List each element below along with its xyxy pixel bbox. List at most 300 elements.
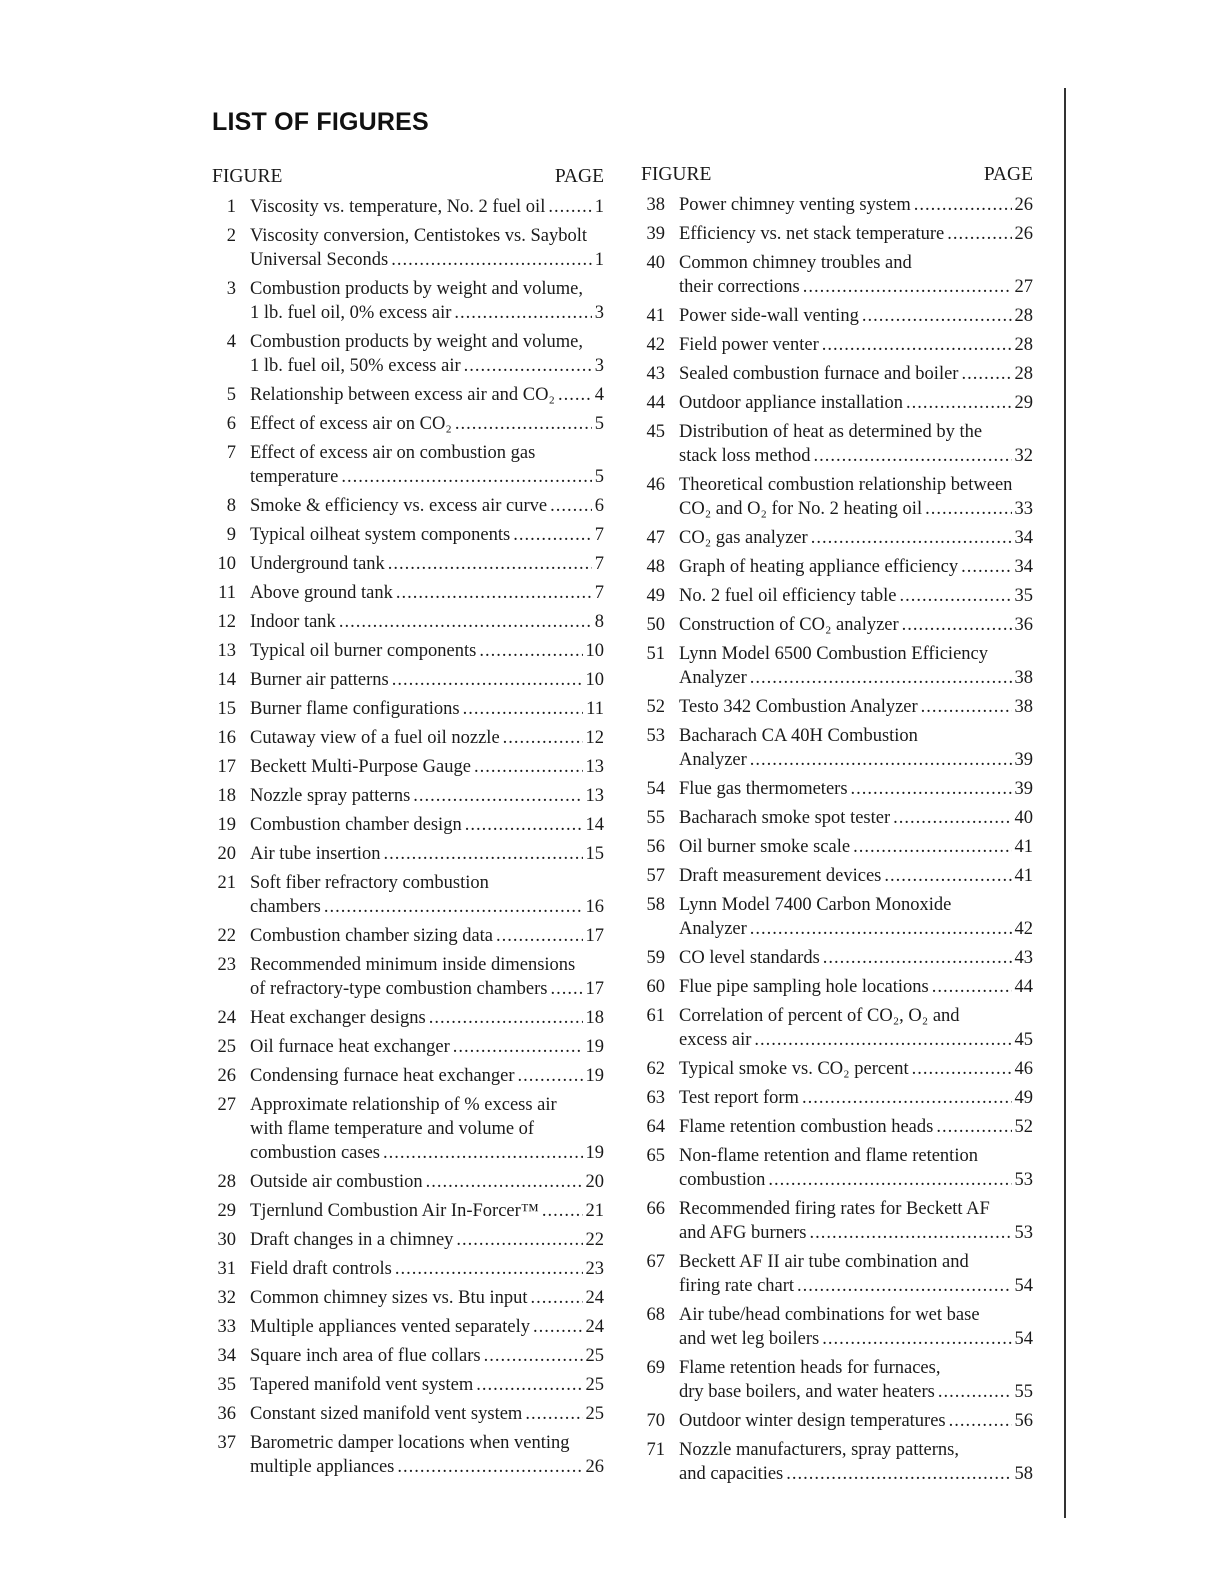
figure-caption bbox=[679, 251, 1033, 299]
figure-caption bbox=[250, 1093, 604, 1165]
figure-caption bbox=[250, 330, 604, 378]
page-number: 34 bbox=[1014, 557, 1033, 577]
caption-text: temperature bbox=[250, 467, 339, 487]
page-number: 17 bbox=[585, 979, 604, 999]
figure-number: 51 bbox=[646, 644, 665, 664]
figure-entry bbox=[212, 1006, 604, 1030]
caption-line bbox=[250, 953, 604, 977]
figure-entry bbox=[212, 639, 604, 663]
figure-entry bbox=[641, 420, 1033, 468]
figure-entry bbox=[641, 613, 1033, 637]
figure-list-right-column bbox=[641, 162, 1033, 1486]
caption-line bbox=[250, 494, 604, 518]
caption-text: Above ground tank bbox=[250, 583, 393, 603]
figure-number: 23 bbox=[217, 955, 236, 975]
figure-caption bbox=[250, 277, 604, 325]
caption-text: Efficiency vs. net stack temperature bbox=[679, 224, 945, 244]
figure-caption bbox=[250, 412, 604, 436]
figure-entry bbox=[641, 724, 1033, 772]
figure-caption bbox=[679, 806, 1033, 830]
caption-line bbox=[250, 813, 604, 837]
page-number: 25 bbox=[585, 1346, 604, 1366]
figure-caption bbox=[679, 1086, 1033, 1110]
caption-line bbox=[679, 917, 1033, 941]
dot-leader bbox=[341, 465, 591, 489]
figure-column-label: FIGURE bbox=[641, 164, 712, 185]
caption-text: Underground tank bbox=[250, 554, 385, 574]
figure-entry bbox=[641, 835, 1033, 859]
figure-number: 13 bbox=[217, 641, 236, 661]
figure-number: 28 bbox=[217, 1172, 236, 1192]
dot-leader bbox=[853, 835, 1011, 859]
figure-number: 15 bbox=[217, 699, 236, 719]
caption-line bbox=[250, 639, 604, 663]
page-number: 23 bbox=[585, 1259, 604, 1279]
page-number: 36 bbox=[1014, 615, 1033, 635]
caption-line bbox=[679, 695, 1033, 719]
caption-line bbox=[679, 1250, 1033, 1274]
caption-text: Square inch area of flue collars bbox=[250, 1346, 481, 1366]
page-number: 22 bbox=[585, 1230, 604, 1250]
figure-number: 26 bbox=[217, 1066, 236, 1086]
figure-caption bbox=[250, 494, 604, 518]
dot-leader bbox=[396, 581, 592, 605]
caption-text: Correlation of percent of CO₂, O₂ and bbox=[679, 1006, 960, 1026]
dot-leader bbox=[426, 1170, 583, 1194]
figure-entry bbox=[641, 1197, 1033, 1245]
vertical-rule bbox=[1064, 88, 1066, 1518]
caption-line bbox=[679, 1057, 1033, 1081]
dot-leader bbox=[395, 1257, 583, 1281]
caption-line bbox=[250, 1286, 604, 1310]
caption-text: Approximate relationship of % excess air bbox=[250, 1095, 557, 1115]
figure-entry bbox=[641, 304, 1033, 328]
figure-entry bbox=[641, 362, 1033, 386]
dot-leader bbox=[496, 924, 582, 948]
page-number: 7 bbox=[594, 583, 604, 603]
figure-caption bbox=[679, 584, 1033, 608]
caption-line bbox=[250, 1199, 604, 1223]
dot-leader bbox=[383, 1141, 583, 1165]
page-number: 34 bbox=[1014, 528, 1033, 548]
caption-line bbox=[679, 304, 1033, 328]
figure-number: 47 bbox=[646, 528, 665, 548]
figure-number: 46 bbox=[646, 475, 665, 495]
page-number: 15 bbox=[585, 844, 604, 864]
caption-line bbox=[679, 362, 1033, 386]
caption-line bbox=[250, 195, 604, 219]
caption-text: Nozzle manufacturers, spray patterns, bbox=[679, 1440, 959, 1460]
figure-caption bbox=[250, 581, 604, 605]
caption-line bbox=[679, 975, 1033, 999]
figure-entry bbox=[212, 953, 604, 1001]
dot-leader bbox=[384, 842, 583, 866]
caption-text: Tapered manifold vent system bbox=[250, 1375, 474, 1395]
figure-caption bbox=[679, 695, 1033, 719]
figure-number: 21 bbox=[217, 873, 236, 893]
dot-leader bbox=[786, 1462, 1011, 1486]
caption-line bbox=[250, 1402, 604, 1426]
caption-text: Field power venter bbox=[679, 335, 819, 355]
caption-line bbox=[250, 1093, 604, 1117]
caption-line bbox=[679, 893, 1033, 917]
caption-line bbox=[250, 842, 604, 866]
caption-text: CO₂ and O₂ for No. 2 heating oil bbox=[679, 499, 923, 519]
page-number: 38 bbox=[1014, 668, 1033, 688]
page-number: 54 bbox=[1014, 1276, 1033, 1296]
page-number: 4 bbox=[594, 385, 604, 405]
figure-number: 18 bbox=[217, 786, 236, 806]
caption-text: combustion bbox=[679, 1170, 766, 1190]
figure-number: 41 bbox=[646, 306, 665, 326]
dot-leader bbox=[932, 975, 1012, 999]
dot-leader bbox=[750, 666, 1012, 690]
figure-caption bbox=[250, 1199, 604, 1223]
dot-leader bbox=[558, 383, 592, 407]
figure-number: 40 bbox=[646, 253, 665, 273]
figure-entry bbox=[212, 1093, 604, 1165]
figure-number: 27 bbox=[217, 1095, 236, 1115]
figure-entry bbox=[212, 697, 604, 721]
figure-caption bbox=[250, 383, 604, 407]
dot-leader bbox=[822, 1327, 1011, 1351]
dot-leader bbox=[823, 946, 1012, 970]
page-number: 39 bbox=[1014, 779, 1033, 799]
dot-leader bbox=[912, 1057, 1012, 1081]
page-number: 25 bbox=[585, 1375, 604, 1395]
figure-entry bbox=[641, 555, 1033, 579]
page-number: 16 bbox=[585, 897, 604, 917]
page-number: 46 bbox=[1014, 1059, 1033, 1079]
caption-text: chambers bbox=[250, 897, 321, 917]
caption-line bbox=[250, 1170, 604, 1194]
page-number: 38 bbox=[1014, 697, 1033, 717]
caption-text: Theoretical combustion relationship between bbox=[679, 475, 1013, 495]
caption-text: Testo 342 Combustion Analyzer bbox=[679, 697, 918, 717]
caption-line bbox=[250, 1257, 604, 1281]
figure-column-label: FIGURE bbox=[212, 166, 283, 187]
caption-line bbox=[250, 412, 604, 436]
figure-entry bbox=[641, 642, 1033, 690]
figure-caption bbox=[679, 391, 1033, 415]
caption-text: Power side-wall venting bbox=[679, 306, 859, 326]
figure-entry bbox=[212, 924, 604, 948]
caption-line bbox=[250, 581, 604, 605]
page-number: 54 bbox=[1014, 1329, 1033, 1349]
caption-text: dry base boilers, and water heaters bbox=[679, 1382, 935, 1402]
figure-entry bbox=[641, 473, 1033, 521]
dot-leader bbox=[768, 1168, 1011, 1192]
caption-text: Flue pipe sampling hole locations bbox=[679, 977, 929, 997]
caption-text: CO level standards bbox=[679, 948, 820, 968]
caption-line bbox=[250, 523, 604, 547]
figure-number: 2 bbox=[226, 226, 236, 246]
dot-leader bbox=[906, 391, 1012, 415]
figure-entry bbox=[212, 1257, 604, 1281]
figure-caption bbox=[250, 1035, 604, 1059]
figure-caption bbox=[250, 639, 604, 663]
figure-entry bbox=[212, 1373, 604, 1397]
figure-entry bbox=[212, 1199, 604, 1223]
caption-line bbox=[679, 748, 1033, 772]
figure-number: 19 bbox=[217, 815, 236, 835]
figure-number: 61 bbox=[646, 1006, 665, 1026]
dot-leader bbox=[811, 526, 1012, 550]
page-number: 27 bbox=[1014, 277, 1033, 297]
caption-line bbox=[679, 1327, 1033, 1351]
page-number: 33 bbox=[1014, 499, 1033, 519]
figure-entry bbox=[212, 195, 604, 219]
page-number: 18 bbox=[585, 1008, 604, 1028]
figure-number: 55 bbox=[646, 808, 665, 828]
figure-caption bbox=[250, 842, 604, 866]
figure-number: 54 bbox=[646, 779, 665, 799]
caption-text: Combustion chamber sizing data bbox=[250, 926, 494, 946]
figure-caption bbox=[679, 1303, 1033, 1351]
caption-text: Effect of excess air on CO₂ bbox=[250, 414, 452, 434]
figure-entry bbox=[641, 975, 1033, 999]
caption-text: Cutaway view of a fuel oil nozzle bbox=[250, 728, 500, 748]
dot-leader bbox=[550, 977, 582, 1001]
caption-text: Tjernlund Combustion Air In-Forcer™ bbox=[250, 1201, 539, 1221]
figure-number: 45 bbox=[646, 422, 665, 442]
figure-caption bbox=[250, 552, 604, 576]
caption-text: Combustion products by weight and volume, bbox=[250, 279, 583, 299]
figure-number: 38 bbox=[646, 195, 665, 215]
caption-line bbox=[679, 1028, 1033, 1052]
caption-text: excess air bbox=[679, 1030, 752, 1050]
page-number: 13 bbox=[585, 786, 604, 806]
caption-line bbox=[250, 1344, 604, 1368]
figure-number: 69 bbox=[646, 1358, 665, 1378]
figure-entry bbox=[212, 1315, 604, 1339]
caption-line bbox=[679, 777, 1033, 801]
figure-entry bbox=[212, 412, 604, 436]
caption-line bbox=[679, 806, 1033, 830]
figure-caption bbox=[679, 555, 1033, 579]
dot-leader bbox=[961, 362, 1011, 386]
figure-caption bbox=[679, 526, 1033, 550]
caption-line bbox=[250, 1431, 604, 1455]
figure-entry bbox=[212, 277, 604, 325]
figure-number: 62 bbox=[646, 1059, 665, 1079]
page-number: 21 bbox=[585, 1201, 604, 1221]
dot-leader bbox=[324, 895, 583, 919]
figure-number: 34 bbox=[217, 1346, 236, 1366]
dot-leader bbox=[803, 275, 1012, 299]
dot-leader bbox=[961, 555, 1011, 579]
figure-entry bbox=[212, 1064, 604, 1088]
dot-leader bbox=[797, 1274, 1011, 1298]
caption-line bbox=[679, 835, 1033, 859]
figure-number: 14 bbox=[217, 670, 236, 690]
dot-leader bbox=[518, 1064, 583, 1088]
figure-list-left-column bbox=[212, 164, 604, 1479]
figure-entry bbox=[212, 224, 604, 272]
caption-line bbox=[679, 1115, 1033, 1139]
figure-caption bbox=[250, 668, 604, 692]
figure-number: 68 bbox=[646, 1305, 665, 1325]
page-number: 26 bbox=[585, 1457, 604, 1477]
caption-text: stack loss method bbox=[679, 446, 811, 466]
page-number: 40 bbox=[1014, 808, 1033, 828]
dot-leader bbox=[391, 248, 592, 272]
figure-number: 56 bbox=[646, 837, 665, 857]
caption-text: Condensing furnace heat exchanger bbox=[250, 1066, 515, 1086]
figure-entry bbox=[212, 1035, 604, 1059]
page-number: 26 bbox=[1014, 224, 1033, 244]
caption-text: Analyzer bbox=[679, 750, 747, 770]
dot-leader bbox=[531, 1286, 583, 1310]
page-number: 41 bbox=[1014, 866, 1033, 886]
caption-text: Soft fiber refractory combustion bbox=[250, 873, 489, 893]
caption-text: Flue gas thermometers bbox=[679, 779, 848, 799]
figure-caption bbox=[679, 777, 1033, 801]
caption-text: Typical oil burner components bbox=[250, 641, 477, 661]
page-number: 45 bbox=[1014, 1030, 1033, 1050]
figure-caption bbox=[250, 697, 604, 721]
caption-line bbox=[250, 301, 604, 325]
dot-leader bbox=[822, 333, 1012, 357]
figure-entry bbox=[212, 330, 604, 378]
figure-entry bbox=[641, 1115, 1033, 1139]
caption-line bbox=[679, 666, 1033, 690]
figure-number: 29 bbox=[217, 1201, 236, 1221]
page-number: 49 bbox=[1014, 1088, 1033, 1108]
page-number: 55 bbox=[1014, 1382, 1033, 1402]
figure-caption bbox=[250, 224, 604, 272]
dot-leader bbox=[548, 195, 591, 219]
caption-line bbox=[250, 330, 604, 354]
page-number: 3 bbox=[594, 303, 604, 323]
figure-number: 4 bbox=[226, 332, 236, 352]
figure-caption bbox=[679, 193, 1033, 217]
caption-line bbox=[679, 193, 1033, 217]
caption-text: Outside air combustion bbox=[250, 1172, 423, 1192]
caption-text: multiple appliances bbox=[250, 1457, 395, 1477]
figure-entry bbox=[212, 726, 604, 750]
dot-leader bbox=[949, 1409, 1012, 1433]
page-number: 10 bbox=[585, 670, 604, 690]
page-number: 12 bbox=[585, 728, 604, 748]
page-number: 42 bbox=[1014, 919, 1033, 939]
figure-number: 32 bbox=[217, 1288, 236, 1308]
caption-text: firing rate chart bbox=[679, 1276, 795, 1296]
caption-text: combustion cases bbox=[250, 1143, 380, 1163]
caption-text: Common chimney sizes vs. Btu input bbox=[250, 1288, 528, 1308]
page-number: 53 bbox=[1014, 1170, 1033, 1190]
page-number: 24 bbox=[585, 1288, 604, 1308]
figure-entry bbox=[212, 441, 604, 489]
page-number: 39 bbox=[1014, 750, 1033, 770]
caption-text: Draft changes in a chimney bbox=[250, 1230, 454, 1250]
figure-number: 17 bbox=[217, 757, 236, 777]
caption-line bbox=[679, 275, 1033, 299]
caption-line bbox=[679, 724, 1033, 748]
caption-text: Lynn Model 6500 Combustion Efficiency bbox=[679, 644, 988, 664]
caption-text: Bacharach CA 40H Combustion bbox=[679, 726, 918, 746]
figure-caption bbox=[679, 1004, 1033, 1052]
figure-number: 16 bbox=[217, 728, 236, 748]
figure-entry bbox=[641, 1057, 1033, 1081]
caption-text: Analyzer bbox=[679, 919, 747, 939]
page-number: 24 bbox=[585, 1317, 604, 1337]
figure-caption bbox=[679, 1250, 1033, 1298]
figure-number: 36 bbox=[217, 1404, 236, 1424]
figure-caption bbox=[679, 1115, 1033, 1139]
caption-text: and AFG burners bbox=[679, 1223, 807, 1243]
dot-leader bbox=[476, 1373, 582, 1397]
figure-caption bbox=[250, 1402, 604, 1426]
figure-entry bbox=[641, 1438, 1033, 1486]
caption-line bbox=[679, 1168, 1033, 1192]
figure-number: 65 bbox=[646, 1146, 665, 1166]
dot-leader bbox=[550, 494, 592, 518]
caption-line bbox=[679, 420, 1033, 444]
figure-number: 22 bbox=[217, 926, 236, 946]
figure-entry bbox=[212, 523, 604, 547]
figure-caption bbox=[250, 1315, 604, 1339]
page-number: 13 bbox=[585, 757, 604, 777]
dot-leader bbox=[479, 639, 582, 663]
figure-entry bbox=[641, 1409, 1033, 1433]
caption-line bbox=[679, 497, 1033, 521]
figure-entry bbox=[212, 755, 604, 779]
figure-entry bbox=[641, 1004, 1033, 1052]
dot-leader bbox=[899, 584, 1011, 608]
caption-line bbox=[679, 864, 1033, 888]
caption-text: with flame temperature and volume of bbox=[250, 1119, 535, 1139]
figure-caption bbox=[250, 871, 604, 919]
figure-number: 6 bbox=[226, 414, 236, 434]
dot-leader bbox=[454, 301, 591, 325]
figure-number: 42 bbox=[646, 335, 665, 355]
figure-entry bbox=[641, 222, 1033, 246]
caption-line bbox=[250, 1455, 604, 1479]
caption-line bbox=[679, 1274, 1033, 1298]
caption-text: Flame retention heads for furnaces, bbox=[679, 1358, 941, 1378]
figure-entry bbox=[641, 695, 1033, 719]
caption-line bbox=[250, 924, 604, 948]
caption-line bbox=[250, 383, 604, 407]
caption-text: Distribution of heat as determined by the bbox=[679, 422, 983, 442]
caption-text: Oil furnace heat exchanger bbox=[250, 1037, 450, 1057]
dot-leader bbox=[884, 864, 1011, 888]
caption-line bbox=[679, 1004, 1033, 1028]
figure-caption bbox=[679, 473, 1033, 521]
dot-leader bbox=[464, 354, 592, 378]
figure-number: 20 bbox=[217, 844, 236, 864]
page-number: 3 bbox=[594, 356, 604, 376]
caption-line bbox=[679, 251, 1033, 275]
figure-caption bbox=[679, 835, 1033, 859]
dot-leader bbox=[936, 1115, 1011, 1139]
figure-caption bbox=[250, 1006, 604, 1030]
figure-caption bbox=[679, 1197, 1033, 1245]
page-number: 52 bbox=[1014, 1117, 1033, 1137]
figure-number: 67 bbox=[646, 1252, 665, 1272]
caption-text: Oil burner smoke scale bbox=[679, 837, 851, 857]
figure-number: 70 bbox=[646, 1411, 665, 1431]
figure-number: 33 bbox=[217, 1317, 236, 1337]
figure-number: 43 bbox=[646, 364, 665, 384]
caption-line bbox=[679, 1356, 1033, 1380]
figure-entry bbox=[641, 251, 1033, 299]
figure-number: 30 bbox=[217, 1230, 236, 1250]
caption-line bbox=[250, 1228, 604, 1252]
figure-caption bbox=[250, 441, 604, 489]
figure-entry bbox=[212, 1228, 604, 1252]
